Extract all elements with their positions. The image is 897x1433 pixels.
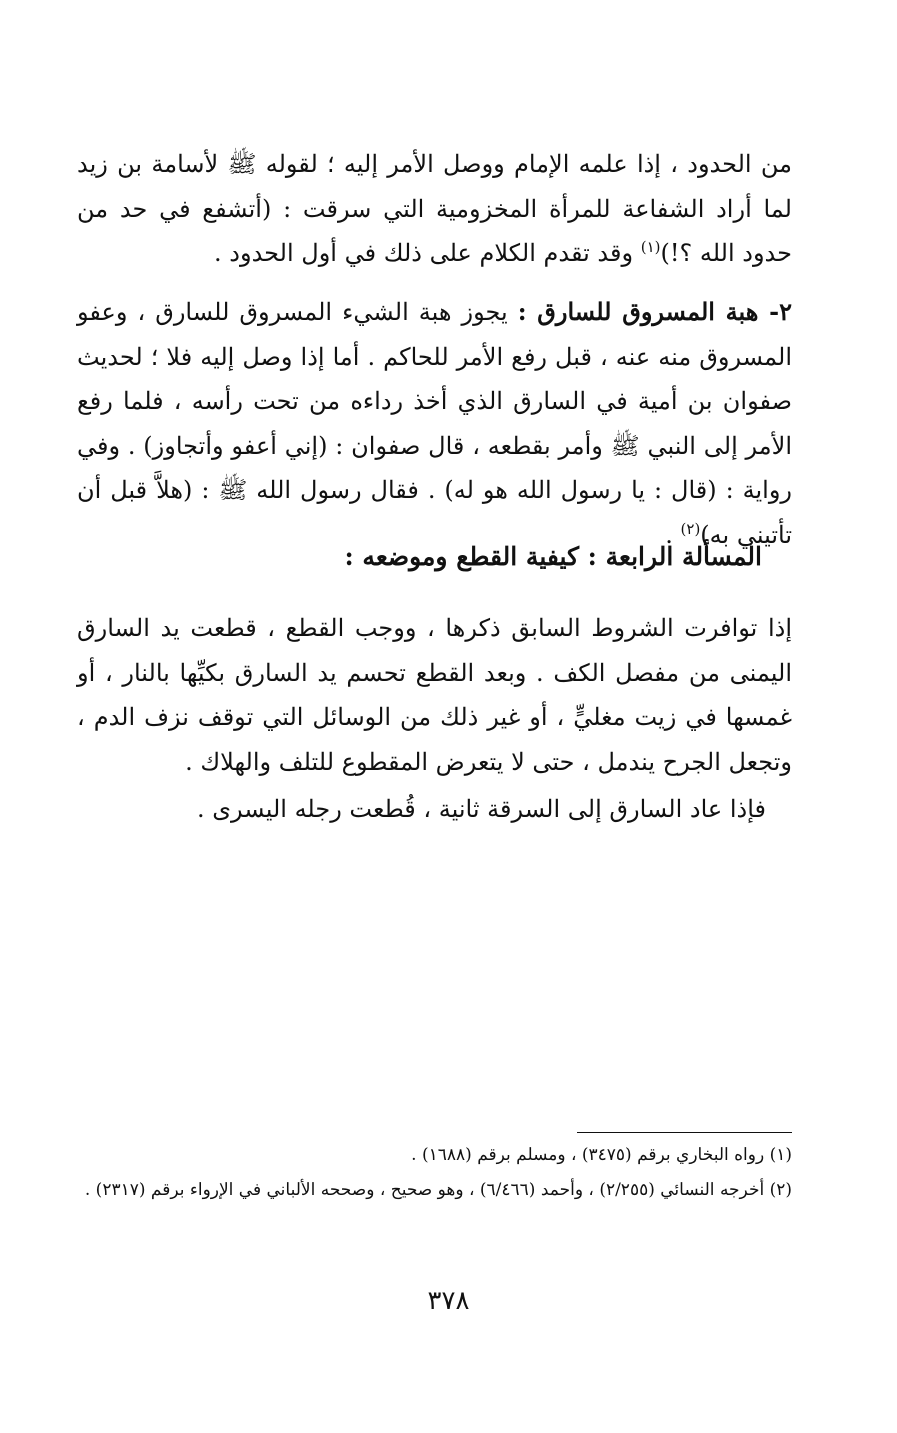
section-heading: المسألة الرابعة : كيفية القطع وموضعه : bbox=[344, 542, 762, 571]
page-number: ٣٧٨ bbox=[427, 1286, 470, 1316]
footnote-ref-1[interactable]: (١) bbox=[640, 238, 661, 256]
paragraph-gift-label: ٢- هبة المسروق للسارق : bbox=[517, 297, 792, 326]
footnote-separator bbox=[577, 1132, 792, 1133]
paragraph-intro bbox=[77, 142, 792, 276]
paragraph-amputation-method: إذا توافرت الشروط السابق ذكرها ، ووجب القطع ، قطعت يد السارق اليمنى من مفصل الكف . وبعد القطع تحسم يد السارق بكيِّها بالنار ، أو غمسها في زيت مغليٍّ ، أو غير ذلك من الوسائل التي توقف نزف الدم ، وتجعل الجرح يندمل ، حتى لا يتعرض المقطوع للتلف والهلاك . bbox=[77, 614, 792, 776]
footnote-1: (١) رواه البخاري برقم (٣٤٧٥) ، ومسلم برقم (١٦٨٨) . bbox=[411, 1145, 792, 1165]
paragraph-gift-text: يجوز هبة الشيء المسروق للسارق ، وعفو المسروق منه عنه ، قبل رفع الأمر للحاكم . أما إذا وصل إليه فلا ؛ لحديث صفوان بن أمية في السارق الذي أخذ رداءه من تحت رأسه ، فلما رفع الأمر إلى النبي ﷺ وأمر بقطعه ، قال صفوان : (إني أعفو وأتجاوز) . وفي رواية : (قال : يا رسول الله هو له) . فقال رسول الله ﷺ : (هلاَّ قبل أن تأتيني به) bbox=[77, 298, 792, 549]
paragraph-intro-text: من الحدود ، إذا علمه الإمام ووصل الأمر إليه ؛ لقوله ﷺ لأسامة بن زيد لما أراد الشفاعة للمرأة المخزومية التي سرقت : (أتشفع في حد من حدود الله ؟!) bbox=[77, 150, 792, 267]
footnote-ref-2[interactable]: (٢) bbox=[680, 519, 701, 538]
paragraph-repeat-offense: فإذا عاد السارق إلى السرقة ثانية ، قُطعت رجله اليسرى . bbox=[197, 795, 766, 823]
footnote-2: (٢) أخرجه النسائي (٢/٢٥٥) ، وأحمد (٦/٤٦٦) ، وهو صحيح ، وصححه الألباني في الإرواء برقم (٢٣١٧) . bbox=[84, 1180, 792, 1200]
paragraph-intro-end: وقد تقدم الكلام على ذلك في أول الحدود . bbox=[214, 239, 641, 267]
paragraph-gift-end: . bbox=[665, 520, 681, 549]
paragraph-gift-of-stolen bbox=[77, 290, 792, 557]
